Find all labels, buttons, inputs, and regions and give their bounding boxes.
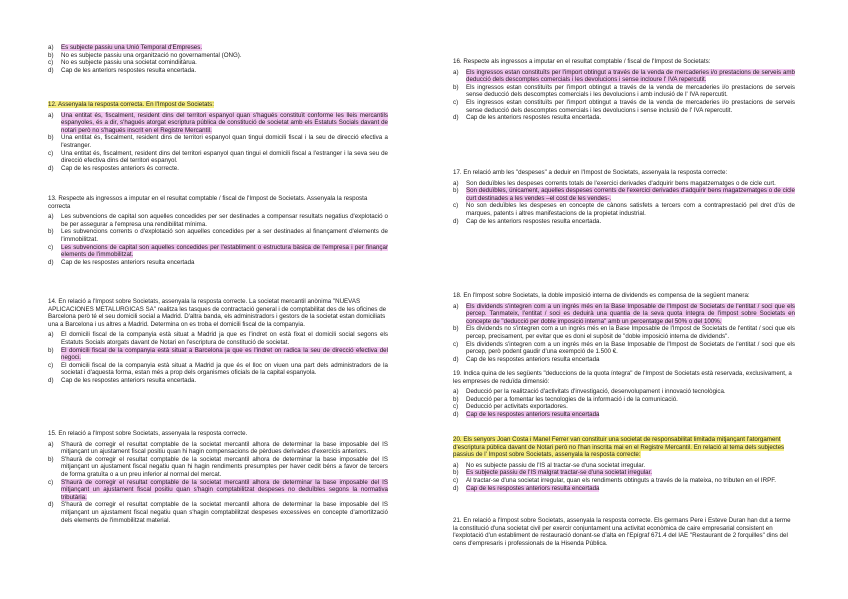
question-text: 15. En relació a l'Impost sobre Societats, assenyala la resposta correcte.	[48, 430, 248, 437]
option-text: No son deduïbles les despeses en concepte de cànons satisfets a tercers com a contraprestació pel dret d'ús de marques, patents i altres manifestacions de la propietat industrial.	[466, 202, 795, 217]
answer-option	[48, 362, 388, 377]
option-text: No es subjecte passiu una organització no governamental (ONG).	[61, 51, 242, 59]
answer-option	[453, 187, 795, 202]
question-11-tail	[48, 44, 388, 74]
option-letter: b)	[453, 325, 459, 333]
option-letter: a)	[453, 68, 459, 76]
question-16	[453, 58, 795, 122]
option-letter: d)	[453, 217, 459, 225]
answer-option	[48, 259, 388, 267]
question-18	[453, 292, 795, 363]
option-letter: a)	[48, 440, 54, 448]
answer-option	[453, 469, 795, 477]
answer-option	[48, 501, 388, 524]
option-text: Al tractar-se d'una societat irregular, quan els rendiments obtinguts a través de la mateixa, no tributen en el IRPF.	[466, 476, 777, 484]
question-17	[453, 169, 795, 225]
option-text: Cap de les anteriors respostes resulta encertada.	[466, 217, 602, 225]
question-21	[453, 517, 795, 550]
option-text: El domicili fiscal de la companyia està situat a Madrid ja que és el lloc on viuen una part dels administradors de la societat i d'aquesta forma, estan més a prop dels organismes oficials de la capital espanyola.	[61, 361, 388, 377]
option-letter: a)	[48, 213, 54, 221]
answer-option	[48, 244, 388, 259]
question-15	[48, 430, 388, 524]
answer-option	[48, 331, 388, 346]
answer-option	[453, 325, 795, 340]
option-text: Les subvencions de capital son aquelles concedides per ser destinades a compensar resultats negatius d'explotació o be per assegurar a l'empresa una rendibilitat mínima.	[61, 213, 388, 228]
option-letter: a)	[453, 179, 459, 187]
answer-option	[453, 84, 795, 99]
option-letter: d)	[48, 66, 54, 74]
answer-option	[453, 218, 795, 226]
option-text: Els dividends s'integren com a un ingrés més en la Base Imposable de l'Impost de Societats de l'entitat / soci que els percep. Tanmateix, l'entitat / soci es deduirà una quantia de la seva quota íntegra de l'impost sobre Societats en concepte de "deducció per doble imposició interna" amb un percentatge del 50% o del 100%.	[466, 302, 795, 325]
answer-option	[453, 303, 795, 326]
option-letter: a)	[48, 111, 54, 119]
option-text: S'haurà de corregir el resultat comptable de la societat mercantil alhora de determinar la base imposable del IS mitjançant un ajustament fiscal positiu quan s'hagin comptabilitzat despeses no deduïbles segons la normativa tributària.	[61, 478, 388, 501]
answer-option	[453, 69, 795, 84]
answer-option	[453, 180, 795, 188]
option-letter: c)	[453, 476, 459, 484]
option-letter: d)	[453, 484, 459, 492]
question-text: 17. En relació amb les "despeses" a deduir en l'Impost de Societats, assenyala la resposta correcte:	[453, 169, 728, 176]
option-letter: b)	[48, 228, 54, 236]
answer-option	[453, 114, 795, 122]
option-text: Els ingressos estan constituïts per l'import obtingut a través de la venda de mercaderies i/o prestacions de serveis amb deducció dels descomptes comercials i les devolucions i sense incloure l' IVA repercutit.	[466, 68, 795, 84]
option-text: Les subvencions de capital son aquelles concedides per l'establiment o estructura bàsica de l'empresa i per finançar elements de l'immobilitzat.	[61, 243, 388, 259]
answer-option	[48, 479, 388, 502]
question-14	[48, 298, 388, 385]
answer-option	[453, 396, 795, 404]
question-text: 18. En l'Impost sobre Societats, la doble imposició interna de dividends es compensa de la següent manera:	[453, 292, 750, 299]
option-letter: c)	[453, 202, 459, 210]
option-letter: a)	[453, 302, 459, 310]
answer-option	[48, 150, 388, 165]
option-letter: d)	[48, 258, 54, 266]
option-letter: d)	[48, 501, 54, 509]
question-text: 12. Assenyala la resposta correcta. En l'Impost de Societats:	[48, 101, 214, 108]
answer-option	[48, 347, 388, 362]
option-text: Es subjecte passiu de l'IS malgrat tractar-se d'una societat irregular.	[466, 469, 653, 477]
option-text: Una entitat és, fiscalment, resident dins del territori espanyol quan tingui el domicili fiscal a l'estranger i la seva seu de direcció efectiva dins del territori espanyol.	[61, 149, 388, 165]
answer-option	[453, 477, 795, 485]
question-20	[453, 436, 795, 492]
question-19	[453, 370, 795, 419]
answer-option	[453, 485, 795, 493]
option-text: S'haurà de corregir el resultat comptable de la societat mercantil alhora de determinar la base imposable del IS mitjançant un ajustament fiscal negatiu quan s'hagin comptabilitzat despeses excessives en concepte d'amortització dels elements de l'immobilitzat material.	[61, 501, 388, 524]
answer-option	[48, 213, 388, 228]
option-text: Cap de les respostes anteriors resulta encertada	[466, 410, 600, 418]
answer-option	[453, 462, 795, 470]
option-text: Els dividends no s'integren com a un ingrés més en la Base Imposable de l'Impost de Societats de l'entitat / soci que els percep, precisament, per evitar que es doni el supòsit de "doble imposició interna de dividends".	[466, 325, 795, 340]
option-letter: b)	[48, 51, 54, 59]
question-text: 19. Indica quina de les següents "deduccions de la quota íntegra" de l'Impost de Societats està reservada, exclusivament, a les empreses de reduïda dimensió:	[453, 370, 792, 385]
option-text: Son deduïbles, únicament, aquelles despeses corrents de l'exercici derivades d'adquirir bens magatzematges o de cicle curt destinades a les vendes –el cost de les vendes-.	[466, 187, 795, 202]
option-text: Cap de les anteriors respostes resulta encertada.	[61, 66, 197, 74]
option-letter: a)	[48, 44, 54, 51]
option-letter: d)	[453, 355, 459, 363]
option-text: Els dividends s'integren com a un ingrés més en la Base Imposable de l'Impost de Societats de l'entitat / soci que els percep, però podent gaudir d'una exempció de 1.500 €.	[466, 340, 795, 356]
option-letter: c)	[453, 98, 459, 106]
option-letter: b)	[48, 346, 54, 354]
option-text: S'haurà de corregir el resultat comptable de la societat mercantil alhora de determinar la base imposable del IS mitjançant un ajustament fiscal positiu quan hi hagin compensacions de pèrdues derivades d'exercicis anteriors.	[61, 440, 388, 456]
option-text: Una entitat és, fiscalment, resident dins de territori espanyol quan tingui domicili fiscal i la seu de direcció efectiva a l'estranger.	[61, 134, 388, 149]
option-text: Cap de les respostes anteriors és correcte.	[61, 164, 179, 172]
option-text: Deducció per a fomentar les tecnologies de la informació i de la comunicació.	[466, 395, 678, 403]
option-text: Deducció per la realització d'activitats d'investigació, desenvolupament i innovació tecnològica.	[466, 388, 726, 396]
answer-option	[453, 403, 795, 411]
option-text: Es subjecte passiu una Unió Temporal d'Empreses.	[61, 44, 203, 51]
option-text: Cap de les respostes anteriors resulta encertada	[61, 258, 195, 266]
option-text: El domicili fiscal de la companyia està situat a Madrid ja que es l'indret on està fixat el domicili social segons els Estatuts Socials atorgats davant de Notari en l'escriptura de constitució de societat.	[61, 331, 388, 346]
question-text: 14. En relació a l'Impost sobre Societats, assenyala la resposta correcte. La societat mercantil anònima "NUEVAS APLICACIONES METALURGICAS SA" realitza les tasques de contractació general i de comptabilitat des de les oficines de Barcelona però té el seu domicili social a Madrid. D'altra banda, els administradors i gestors de la societat estan domiciliats una a Barcelona i us altres a Madrid. Determina on es troba el domicili fiscal de la companyia.	[48, 298, 387, 328]
option-letter: c)	[48, 361, 54, 369]
option-letter: c)	[48, 243, 54, 251]
option-letter: d)	[48, 376, 54, 384]
answer-option	[453, 341, 795, 356]
option-text: Cap de les respostes anteriors resulta encertada	[466, 355, 600, 363]
answer-option	[48, 228, 388, 243]
option-text: Els ingressos estan constituïts per l'import obtingut a través de la venda de mercaderies i/o prestacions de serveis sense deducció dels descomptes comercials i les devolucions i amb inclusió de l' IVA repercutit.	[466, 83, 795, 99]
question-12	[48, 101, 388, 172]
option-text: El domicili fiscal de la companyia està situat a Barcelona ja que es l'indret on radica la seu de direcció efectiva del negoci.	[61, 346, 388, 362]
option-letter: b)	[453, 83, 459, 91]
option-letter: b)	[453, 469, 459, 477]
option-text: Cap de les respostes anteriors resulta encertada.	[61, 376, 197, 384]
option-letter: a)	[453, 388, 459, 396]
option-text: Una entitat és, fiscalment, resident dins del territori espanyol quan s'hagués constituït conforme les lleis mercantils espanyoles, és a dir, s'hagués atorgat escriptura pública de constitució de societat amb els Estatuts Socials davant de notari però no s'hagués inscrit en el Registre Mercantil.	[61, 111, 388, 134]
option-letter: a)	[48, 331, 54, 339]
answer-option	[48, 59, 388, 67]
answer-option	[453, 356, 795, 364]
option-letter: c)	[48, 149, 54, 157]
option-text: Son deduïbles les despeses corrents totals de l'exercici derivades d'adquirir bens magatzematges o de cicle curt.	[466, 179, 776, 187]
option-text: Els ingressos estan constituïts per l'import obtingut a través de la venda de mercaderies i/o prestacions de serveis sense deducció dels descomptes comercials i les devolucions i sense inclusió de l' IVA repercutit.	[466, 98, 795, 114]
option-text: Cap de les anteriors respostes resulta encertada.	[466, 114, 602, 122]
option-text: Cap de les respostes anteriors resulta encertada	[466, 484, 600, 492]
option-letter: b)	[453, 395, 459, 403]
option-text: S'haurà de corregir el resultat comptable de la societat mercantil alhora de determinar la base imposable del IS mitjançant un ajustament fiscal negatiu quan hi hagin rendiments presumptes per haver cedit béns a favor de tercers de forma gratuïta o a un preu inferior al normal del mercat.	[61, 455, 388, 478]
option-letter: c)	[453, 403, 459, 411]
answer-option	[48, 134, 388, 149]
option-text: Deducció per activitats exportadores.	[466, 403, 568, 411]
option-text: Les subvencions corrents o d'explotació son aquelles concedides per a ser destinades al finançament d'elements de l'immobilitzat.	[61, 228, 388, 243]
option-text: No es subjecte passiu de l'IS al tractar-se d'una societat irregular.	[466, 461, 646, 469]
option-letter: d)	[453, 114, 459, 122]
question-text: 20. Els senyors Joan Costa i Manel Ferrer van constituir una societat de responsabilitat limitada mitjançant l'atorgament d'escriptura pública davant de Notari però no l'han inscrita mai en el Registre Mercantil. En relació al tema dels subjectes passius de l' Impost sobre Societats, assenyala la resposta correcte:	[453, 436, 785, 459]
option-letter: d)	[48, 164, 54, 172]
answer-option	[48, 456, 388, 479]
question-text: 16. Respecte als ingressos a imputar en el resultat comptable / fiscal de l'Impost de Societats:	[453, 58, 711, 65]
option-letter: c)	[453, 340, 459, 348]
answer-option	[48, 52, 388, 60]
option-letter: d)	[453, 410, 459, 418]
answer-option	[453, 99, 795, 114]
question-13	[48, 195, 388, 266]
answer-option	[48, 441, 388, 456]
option-text: No es subjecte passiu una societat comindiitàrua.	[61, 59, 197, 67]
option-letter: b)	[453, 187, 459, 195]
option-letter: c)	[48, 59, 54, 67]
option-letter: b)	[48, 134, 54, 142]
answer-option	[48, 44, 388, 52]
answer-option	[48, 67, 388, 75]
option-letter: b)	[48, 455, 54, 463]
option-letter: c)	[48, 478, 54, 486]
answer-option	[48, 112, 388, 135]
question-text: 21. En relació a l'Impost sobre Societats, assenyala la resposta correcte. Els germans Pere i Esteve Duran han dut a terme la constitució d'una societat civil per exercir conjuntament una activitat econòmica de caire empresarial consistent en l'explotació d'un establiment de restauració donant-se d'alta en l'Epígraf 671.4 del IAE "Restaurant de 2 forquilles" dins del cens d'empresaris i professionals de la Hisenda Pública.	[453, 517, 791, 547]
answer-option	[453, 202, 795, 217]
answer-option	[48, 377, 388, 385]
answer-option	[453, 411, 795, 419]
question-text: 13. Respecte als ingressos a imputar en el resultat comptable / fiscal de l'Impost de Societats. Assenyala la resposta correcta	[48, 195, 368, 210]
answer-option	[48, 165, 388, 173]
answer-option	[453, 388, 795, 396]
option-letter: a)	[453, 461, 459, 469]
